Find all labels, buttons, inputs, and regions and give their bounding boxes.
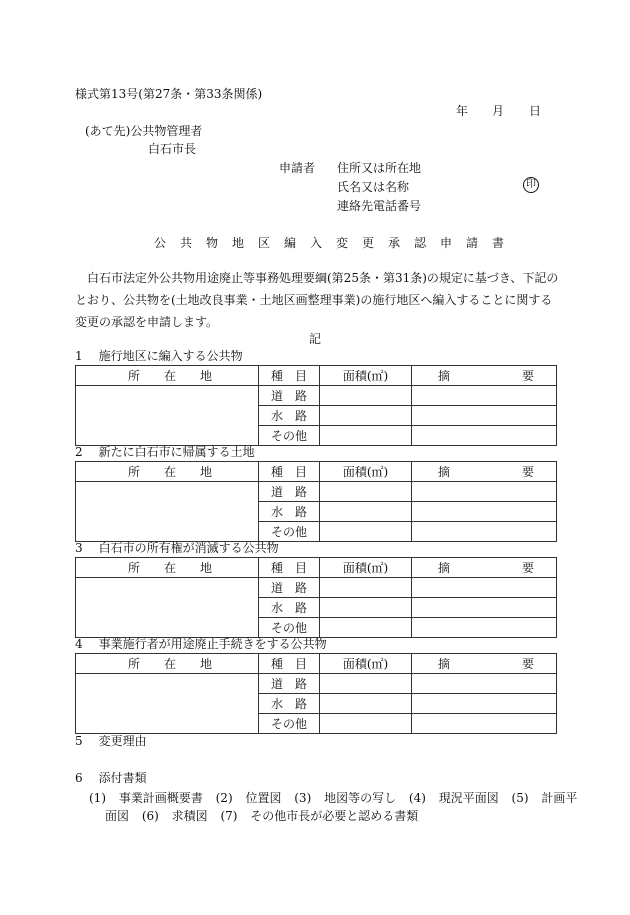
- date-year: 年: [456, 104, 469, 118]
- section-1-table: [75, 365, 557, 446]
- addressee-line1: (あて先)公共物管理者: [85, 124, 203, 138]
- header-location: 所 在 地: [76, 462, 259, 482]
- location-cell[interactable]: [76, 386, 259, 446]
- kind-road: 道 路: [259, 386, 320, 406]
- section-3-table: [75, 557, 557, 638]
- kind-waterway: 水 路: [259, 406, 320, 426]
- area-cell[interactable]: [320, 522, 412, 542]
- date-month: 月: [492, 104, 505, 118]
- header-note: 摘 要: [412, 654, 557, 674]
- body-line-3: 変更の承認を申請します。: [75, 315, 219, 329]
- section-2-heading: 2 新たに白石市に帰属する土地: [75, 445, 255, 459]
- area-cell[interactable]: [320, 674, 412, 694]
- note-cell[interactable]: [412, 618, 557, 638]
- applicant-label: 申請者: [279, 161, 316, 175]
- note-cell[interactable]: [412, 406, 557, 426]
- body-line-2: とおり、公共物を(土地改良事業・土地区画整理事業)の施行地区へ編入することに関する: [75, 293, 553, 307]
- location-cell[interactable]: [76, 482, 259, 542]
- note-cell[interactable]: [412, 502, 557, 522]
- note-cell[interactable]: [412, 694, 557, 714]
- seal-mark: 印: [523, 177, 539, 193]
- area-cell[interactable]: [320, 578, 412, 598]
- area-cell[interactable]: [320, 386, 412, 406]
- area-cell[interactable]: [320, 426, 412, 446]
- area-cell[interactable]: [320, 502, 412, 522]
- kind-other: そ の 他: [259, 714, 320, 734]
- section-5-heading: 5 変更理由: [75, 734, 147, 748]
- table-header-row: [76, 366, 557, 386]
- kind-other: そ の 他: [259, 522, 320, 542]
- note-cell[interactable]: [412, 714, 557, 734]
- note-cell[interactable]: [412, 386, 557, 406]
- header-kind: 種 目: [259, 654, 320, 674]
- header-note: 摘 要: [412, 366, 557, 386]
- header-location: 所 在 地: [76, 366, 259, 386]
- table-row: [76, 482, 557, 502]
- header-area: 面積(㎡): [320, 558, 412, 578]
- form-number: 様式第13号(第27条・第33条関係): [75, 87, 263, 101]
- body-line-1: 白石市法定外公共物用途廃止等事務処理要綱(第25条・第31条)の規定に基づき、下記の: [87, 271, 559, 285]
- section-3-heading: 3 白石市の所有権が消滅する公共物: [75, 541, 279, 555]
- note-cell[interactable]: [412, 522, 557, 542]
- applicant-name: 氏名又は名称: [337, 180, 410, 194]
- section-6-heading: 6 添付書類: [75, 771, 147, 785]
- ki-mark: 記: [309, 332, 322, 346]
- kind-other: そ の 他: [259, 618, 320, 638]
- section-4-heading: 4 事業施行者が用途廃止手続きをする公共物: [75, 637, 327, 651]
- header-kind: 種 目: [259, 366, 320, 386]
- applicant-phone: 連絡先電話番号: [337, 199, 422, 213]
- note-cell[interactable]: [412, 482, 557, 502]
- header-kind: 種 目: [259, 558, 320, 578]
- kind-other: そ の 他: [259, 426, 320, 446]
- body-text: [75, 267, 565, 333]
- attachments-line1: (1) 事業計画概要書 (2) 位置図 (3) 地図等の写し (4) 現況平面図 (5) 計画平: [89, 791, 578, 805]
- header-location: 所 在 地: [76, 558, 259, 578]
- header-area: 面積(㎡): [320, 654, 412, 674]
- addressee-line2: 白石市長: [148, 142, 197, 156]
- area-cell[interactable]: [320, 482, 412, 502]
- location-cell[interactable]: [76, 578, 259, 638]
- header-area: 面積(㎡): [320, 366, 412, 386]
- header-kind: 種 目: [259, 462, 320, 482]
- document-title: 公共物地区編入変更承認申請書: [154, 236, 519, 250]
- header-note: 摘 要: [412, 558, 557, 578]
- area-cell[interactable]: [320, 714, 412, 734]
- section-2-table: [75, 461, 557, 542]
- attachments-line2: 面図 (6) 求積図 (7) その他市長が必要と認める書類: [105, 809, 419, 823]
- location-cell[interactable]: [76, 674, 259, 734]
- area-cell[interactable]: [320, 618, 412, 638]
- kind-waterway: 水 路: [259, 694, 320, 714]
- header-area: 面積(㎡): [320, 462, 412, 482]
- applicant-address: 住所又は所在地: [337, 161, 422, 175]
- date-day: 日: [529, 104, 542, 118]
- table-header-row: [76, 462, 557, 482]
- note-cell[interactable]: [412, 578, 557, 598]
- table-row: [76, 386, 557, 406]
- note-cell[interactable]: [412, 426, 557, 446]
- section-4-table: [75, 653, 557, 734]
- header-note: 摘 要: [412, 462, 557, 482]
- table-header-row: [76, 558, 557, 578]
- table-header-row: [76, 654, 557, 674]
- kind-waterway: 水 路: [259, 502, 320, 522]
- kind-waterway: 水 路: [259, 598, 320, 618]
- area-cell[interactable]: [320, 694, 412, 714]
- area-cell[interactable]: [320, 598, 412, 618]
- note-cell[interactable]: [412, 674, 557, 694]
- note-cell[interactable]: [412, 598, 557, 618]
- header-location: 所 在 地: [76, 654, 259, 674]
- table-row: [76, 674, 557, 694]
- table-row: [76, 578, 557, 598]
- kind-road: 道 路: [259, 482, 320, 502]
- date-line: [450, 104, 550, 118]
- kind-road: 道 路: [259, 578, 320, 598]
- area-cell[interactable]: [320, 406, 412, 426]
- kind-road: 道 路: [259, 674, 320, 694]
- section-1-heading: 1 施行地区に編入する公共物: [75, 349, 243, 363]
